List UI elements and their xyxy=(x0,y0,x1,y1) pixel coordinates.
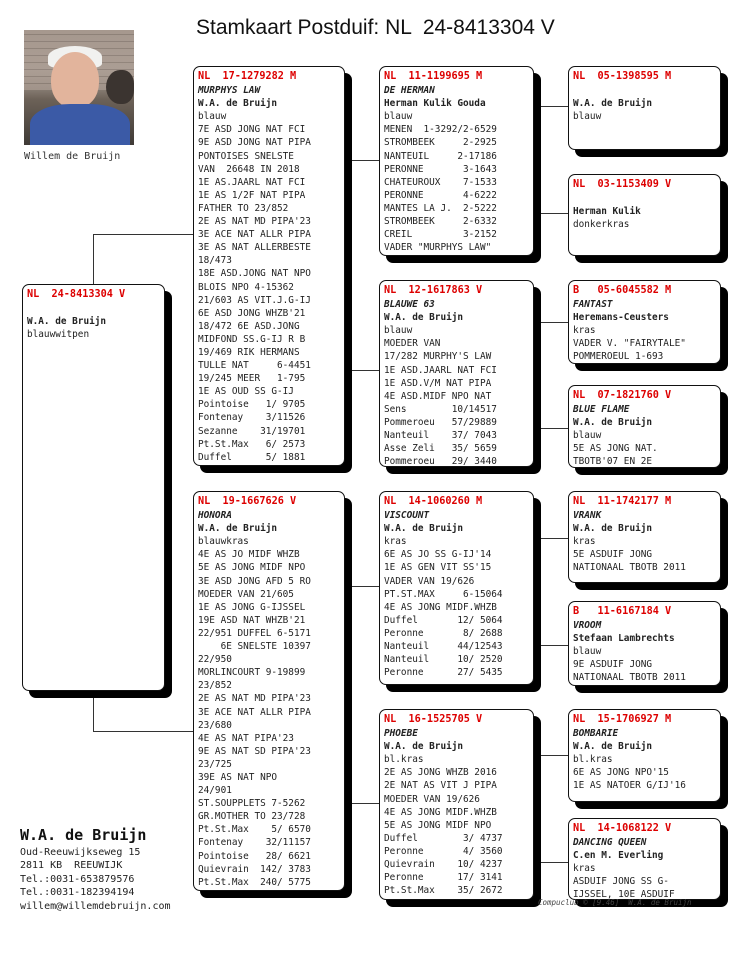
pigeon-name: PHOEBE xyxy=(384,728,418,740)
pedigree-line: donkerkras xyxy=(573,219,630,231)
paternal-grandfather-card xyxy=(379,66,534,256)
maternal-grandmother-card xyxy=(379,709,534,900)
pedigree-line: 22/950 xyxy=(198,654,232,666)
pedigree-line: 6E AS JO SS G-IJ'14 xyxy=(384,549,492,561)
connector-line xyxy=(540,538,569,539)
pedigree-line: kras xyxy=(384,536,407,548)
ancestor-card-mff xyxy=(568,491,721,583)
pedigree-line: 4E AS JONG MIDF.WHZB xyxy=(384,806,497,818)
paternal-grandmother-card xyxy=(379,280,534,467)
owner-name: W.A. de Bruijn xyxy=(27,316,107,328)
pedigree-line: GR.MOTHER TO 23/728 xyxy=(198,811,306,823)
pedigree-line: 24/901 xyxy=(198,785,232,797)
owner-name: W.A. de Bruijn xyxy=(198,523,278,535)
pigeon-name: MURPHYS LAW xyxy=(198,85,261,97)
connector-line xyxy=(540,755,541,863)
owner-name: W.A. de Bruijn xyxy=(573,417,653,429)
pedigree-line: blauw xyxy=(573,430,602,442)
pedigree-line: Duffel 3/ 4737 xyxy=(384,832,503,844)
pedigree-line: Pt.St.Max 240/ 5775 xyxy=(198,876,311,888)
pedigree-line: Nanteuil 10/ 2520 xyxy=(384,654,503,666)
pedigree-line: Nanteuil 37/ 7043 xyxy=(384,430,497,442)
pedigree-line: 1E AS GEN VIT SS'15 xyxy=(384,562,492,574)
pedigree-line: 23/680 xyxy=(198,719,232,731)
pedigree-line: Pommeroeu 57/29889 xyxy=(384,416,497,428)
pedigree-line: IJSSEL, 10E ASDUIF xyxy=(573,889,675,900)
pedigree-line: blauw xyxy=(384,111,413,123)
pedigree-line: bl.kras xyxy=(384,754,424,766)
pedigree-line: 1E AS.JAARL NAT FCI xyxy=(198,176,306,188)
pedigree-line: 1E AS JONG G-IJSSEL xyxy=(198,601,306,613)
ring-number: NL 07-1821760 V xyxy=(573,390,672,401)
pedigree-line: Sens 10/14517 xyxy=(384,403,497,415)
pedigree-line: Duffel 5/ 1881 xyxy=(198,451,306,463)
pedigree-line: Sezanne 31/19701 xyxy=(198,425,306,437)
ancestor-card-fmm xyxy=(568,385,721,468)
breeder-name: W.A. de Bruijn xyxy=(20,826,147,844)
pedigree-line: FATHER TO 23/852 xyxy=(198,202,289,214)
connector-line xyxy=(350,803,380,804)
pedigree-line: kras xyxy=(573,863,596,875)
pedigree-line: 7E ASD JONG NAT FCI xyxy=(198,124,306,136)
connector-line xyxy=(350,370,380,371)
connector-line xyxy=(93,731,194,732)
pedigree-line: 39E AS NAT NPO xyxy=(198,771,278,783)
pedigree-line: MOEDER VAN 19/626 xyxy=(384,793,480,805)
pedigree-line: 5E AS JONG MIDF NPO xyxy=(198,562,306,574)
ring-number: NL 19-1667626 V xyxy=(198,496,297,507)
breeder-contact xyxy=(20,826,171,913)
pedigree-line: 4E ASD.MIDF NPO NAT xyxy=(384,390,492,402)
pedigree-line: MOEDER VAN xyxy=(384,338,441,350)
pedigree-line: Asse Zeli 35/ 5659 xyxy=(384,443,497,455)
connector-line xyxy=(540,322,541,429)
pedigree-line: 9E AS NAT SD PIPA'23 xyxy=(198,745,311,757)
pedigree-line: 18E ASD.JONG NAT NPO xyxy=(198,268,311,280)
pedigree-line: TULLE NAT 6-4451 xyxy=(198,360,311,372)
pedigree-line: 1E AS 1/2F NAT PIPA xyxy=(198,189,306,201)
ring-number: NL 11-1742177 M xyxy=(573,496,672,507)
ring-number: NL 14-1060260 M xyxy=(384,496,483,507)
pedigree-line: bl.kras xyxy=(573,754,613,766)
ancestor-card-mmf xyxy=(568,709,721,802)
pedigree-line: STROMBEEK 2-6332 xyxy=(384,216,497,228)
pedigree-line: MANTES LA J. 2-5222 xyxy=(384,202,497,214)
ring-number: NL 12-1617863 V xyxy=(384,285,483,296)
pedigree-line: MIDFOND SS.G-IJ R B xyxy=(198,333,306,345)
spacer xyxy=(573,84,716,97)
pedigree-line: Pointoise 28/ 6621 xyxy=(198,850,311,862)
connector-line xyxy=(540,862,569,863)
pedigree-line: 6E ASD JONG WHZB'21 xyxy=(198,307,306,319)
pedigree-line: 19E ASD NAT WHZB'21 xyxy=(198,614,306,626)
breeder-address: Oud-Reeuwijkseweg 15 xyxy=(20,847,141,858)
pedigree-line: 5E AS JONG MIDF NPO xyxy=(384,819,492,831)
breeder-postcode: 2811 KB REEUWIJK xyxy=(20,860,123,872)
photo-caption: Willem de Bruijn xyxy=(24,151,121,162)
owner-name: C.en M. Everling xyxy=(573,850,664,862)
pigeon-name: BLUE FLAME xyxy=(573,404,630,416)
connector-line xyxy=(350,586,351,804)
pedigree-line: PERONNE 4-6222 xyxy=(384,189,497,201)
pedigree-line: 5E AS JONG NAT. xyxy=(573,443,658,455)
pedigree-line: Peronne 4/ 3560 xyxy=(384,845,503,857)
pedigree-line: 17/282 MURPHY'S LAW xyxy=(384,351,492,363)
ring-number: NL 17-1279282 M xyxy=(198,71,297,82)
pedigree-line: kras xyxy=(573,325,596,337)
pigeon-name: VROOM xyxy=(573,620,602,632)
connector-line xyxy=(93,234,194,235)
mother-card xyxy=(193,491,345,891)
ring-number: NL 03-1153409 V xyxy=(573,179,672,190)
pigeon-name: FANTAST xyxy=(573,299,613,311)
breeder-phone: Tel.:0031-653879576 xyxy=(20,873,135,885)
pedigree-line: 3E AS NAT ALLERBESTE xyxy=(198,242,311,254)
pedigree-line: 21/603 AS VIT.J.G-IJ xyxy=(198,294,311,306)
pedigree-line: Peronne 17/ 3141 xyxy=(384,872,503,884)
owner-name: Herman Kulik xyxy=(573,206,641,218)
pedigree-line: 3E ACE NAT ALLR PIPA xyxy=(198,706,311,718)
ring-number: NL 05-1398595 M xyxy=(573,71,672,82)
pedigree-line: 1E ASD.JAARL NAT FCI xyxy=(384,364,497,376)
pedigree-line: Pt.St.Max 6/ 2573 xyxy=(198,438,306,450)
pedigree-line: CREIL 3-2152 xyxy=(384,229,497,241)
pedigree-line: VADER "MURPHYS LAW" xyxy=(384,242,492,254)
pedigree-line: 4E AS JO MIDF WHZB xyxy=(198,549,300,561)
pedigree-line: blauw xyxy=(573,111,602,123)
ring-number: NL 14-1068122 V xyxy=(573,823,672,834)
pedigree-line: Peronne 27/ 5435 xyxy=(384,667,503,679)
pedigree-line: blauwkras xyxy=(198,536,249,548)
pedigree-line: 1E AS OUD SS G-IJ xyxy=(198,386,294,398)
connector-line xyxy=(540,645,569,646)
pedigree-line: 6E SNELSTE 10397 xyxy=(198,641,311,653)
ancestor-card-fff xyxy=(568,66,721,150)
pedigree-line: 2E AS NAT MD PIPA'23 xyxy=(198,216,311,228)
owner-name: W.A. de Bruijn xyxy=(384,523,464,535)
ancestor-card-fmf xyxy=(568,280,721,364)
pedigree-line: ASDUIF JONG SS G- xyxy=(573,876,669,888)
ancestor-card-mfm xyxy=(568,601,721,686)
connector-line xyxy=(350,160,351,371)
pedigree-line: STROMBEEK 2-2925 xyxy=(384,137,497,149)
owner-name: Stefaan Lambrechts xyxy=(573,633,675,645)
owner-name: W.A. de Bruijn xyxy=(384,312,464,324)
page-title: Stamkaart Postduif: NL 24-8413304 V xyxy=(196,16,555,39)
owner-photo xyxy=(24,30,134,145)
pedigree-line: Quievrain 10/ 4237 xyxy=(384,859,503,871)
subject-pigeon-card xyxy=(22,284,165,691)
pedigree-line: 19/469 RIK HERMANS xyxy=(198,346,300,358)
pedigree-line: VADER VAN 19/626 xyxy=(384,575,475,587)
spacer xyxy=(573,192,716,205)
owner-name: W.A. de Bruijn xyxy=(573,523,653,535)
pedigree-line: 18/473 xyxy=(198,255,232,267)
owner-name: W.A. de Bruijn xyxy=(573,98,653,110)
maternal-grandfather-card xyxy=(379,491,534,685)
pedigree-line: blauw xyxy=(384,325,413,337)
ring-number: NL 16-1525705 V xyxy=(384,714,483,725)
father-card xyxy=(193,66,345,466)
pedigree-line: Pt.St.Max 5/ 6570 xyxy=(198,824,311,836)
pedigree-line: 4E AS NAT PIPA'23 xyxy=(198,732,294,744)
owner-name: W.A. de Bruijn xyxy=(384,741,464,753)
owner-name: W.A. de Bruijn xyxy=(198,98,278,110)
pedigree-line: 3E ACE NAT ALLR PIPA xyxy=(198,229,311,241)
pigeon-name: DE HERMAN xyxy=(384,85,435,97)
pedigree-line: Fontenay 32/11157 xyxy=(198,837,311,849)
pedigree-line: blauwwitpen xyxy=(27,329,90,341)
pedigree-line: NANTEUIL 2-17186 xyxy=(384,150,497,162)
pigeon-name: DANCING QUEEN xyxy=(573,837,647,849)
pedigree-line: 5E ASDUIF JONG xyxy=(573,549,653,561)
pedigree-line: 9E ASD JONG NAT PIPA xyxy=(198,137,311,149)
pedigree-line: 22/951 DUFFEL 6-5171 xyxy=(198,627,311,639)
ring-number: NL 15-1706927 M xyxy=(573,714,672,725)
pedigree-line: 19/245 MEER 1-795 xyxy=(198,373,306,385)
owner-name: W.A. de Bruijn xyxy=(573,741,653,753)
connector-line xyxy=(350,586,380,587)
ancestor-card-ffm xyxy=(568,174,721,256)
pedigree-line: VADER V. "FAIRYTALE" xyxy=(573,338,686,350)
pedigree-line: 1E AS NATOER G/IJ'16 xyxy=(573,780,686,792)
owner-name: Herman Kulik Gouda xyxy=(384,98,486,110)
pedigree-line: ST.SOUPPLETS 7-5262 xyxy=(198,798,306,810)
connector-line xyxy=(350,160,380,161)
pedigree-line: BLOIS NPO 4-15362 xyxy=(198,281,294,293)
connector-line xyxy=(540,755,569,756)
spacer xyxy=(27,302,160,315)
pedigree-line: 23/852 xyxy=(198,680,232,692)
pigeon-name: BLAUWE 63 xyxy=(384,299,435,311)
pedigree-line: PT.ST.MAX 6-15064 xyxy=(384,588,503,600)
pedigree-line: 23/725 xyxy=(198,758,232,770)
pedigree-line: Duffel 12/ 5064 xyxy=(384,614,503,626)
pigeon-name: BOMBARIE xyxy=(573,728,619,740)
ancestor-card-mmm xyxy=(568,818,721,900)
pedigree-line: Nanteuil 44/12543 xyxy=(384,641,503,653)
breeder-phone: Tel.:0031-182394194 xyxy=(20,887,135,899)
pedigree-line: CHATEUROUX 7-1533 xyxy=(384,176,497,188)
connector-line xyxy=(540,106,569,107)
pedigree-line: Pt.St.Max 35/ 2672 xyxy=(384,885,503,897)
connector-line xyxy=(93,690,94,732)
pigeon-name: VISCOUNT xyxy=(384,510,430,522)
footer-credit: Compuclub © [9.46] W.A. de Bruijn xyxy=(538,898,692,907)
pedigree-line: PERONNE 3-1643 xyxy=(384,163,497,175)
pedigree-line: 4E AS JONG MIDF.WHZB xyxy=(384,601,497,613)
pedigree-line: VAN 26648 IN 2018 xyxy=(198,163,300,175)
ring-number: B 11-6167184 V xyxy=(573,606,672,617)
connector-line xyxy=(540,428,569,429)
pedigree-line: kras xyxy=(573,536,596,548)
pedigree-line: 2E AS JONG WHZB 2016 xyxy=(384,767,497,779)
connector-line xyxy=(93,234,94,285)
pedigree-line: NATIONAAL TBOTB 2011 xyxy=(573,672,686,684)
breeder-email: willem@willemdebruijn.com xyxy=(20,900,171,912)
pedigree-line: 18/472 6E ASD.JONG xyxy=(198,320,300,332)
pedigree-line: 1E ASD.V/M NAT PIPA xyxy=(384,377,492,389)
pigeon-name: VRANK xyxy=(573,510,602,522)
pedigree-line: 6E AS JONG NPO'15 xyxy=(573,767,669,779)
pedigree-line: 2E AS NAT MD PIPA'23 xyxy=(198,693,311,705)
pedigree-line: MOEDER VAN 21/605 xyxy=(198,588,294,600)
connector-line xyxy=(540,106,541,214)
connector-line xyxy=(540,322,569,323)
pedigree-line: POMMEROEUL 1-693 xyxy=(573,351,664,363)
pigeon-name: HONORA xyxy=(198,510,232,522)
pedigree-line: Pointoise 1/ 9705 xyxy=(198,399,306,411)
pedigree-line: 2E NAT AS VIT J PIPA xyxy=(384,780,497,792)
pedigree-line: Quievrain 142/ 3783 xyxy=(198,863,311,875)
ring-number: NL 24-8413304 V xyxy=(27,289,126,300)
pedigree-line: NATIONAAL TBOTB 2011 xyxy=(573,562,686,574)
owner-name: Heremans-Ceusters xyxy=(573,312,669,324)
pedigree-line: TBOTB'07 EN 2E xyxy=(573,456,653,468)
connector-line xyxy=(540,213,569,214)
pedigree-line: blauw xyxy=(198,111,227,123)
pedigree-line: Fontenay 3/11526 xyxy=(198,412,306,424)
pedigree-line: 3E ASD JONG AFD 5 RO xyxy=(198,575,311,587)
pedigree-line: MORLINCOURT 9-19899 xyxy=(198,667,306,679)
ring-number: NL 11-1199695 M xyxy=(384,71,483,82)
pedigree-line: Peronne 8/ 2688 xyxy=(384,627,503,639)
pedigree-line: 9E ASDUIF JONG xyxy=(573,659,653,671)
ring-number: B 05-6045582 M xyxy=(573,285,672,296)
pedigree-line: MENEN 1-3292/2-6529 xyxy=(384,124,497,136)
pedigree-line: blauw xyxy=(573,646,602,658)
pedigree-line: PONTOISES SNELSTE xyxy=(198,150,294,162)
connector-line xyxy=(540,538,541,646)
pedigree-line: Pommeroeu 29/ 3440 xyxy=(384,456,497,467)
